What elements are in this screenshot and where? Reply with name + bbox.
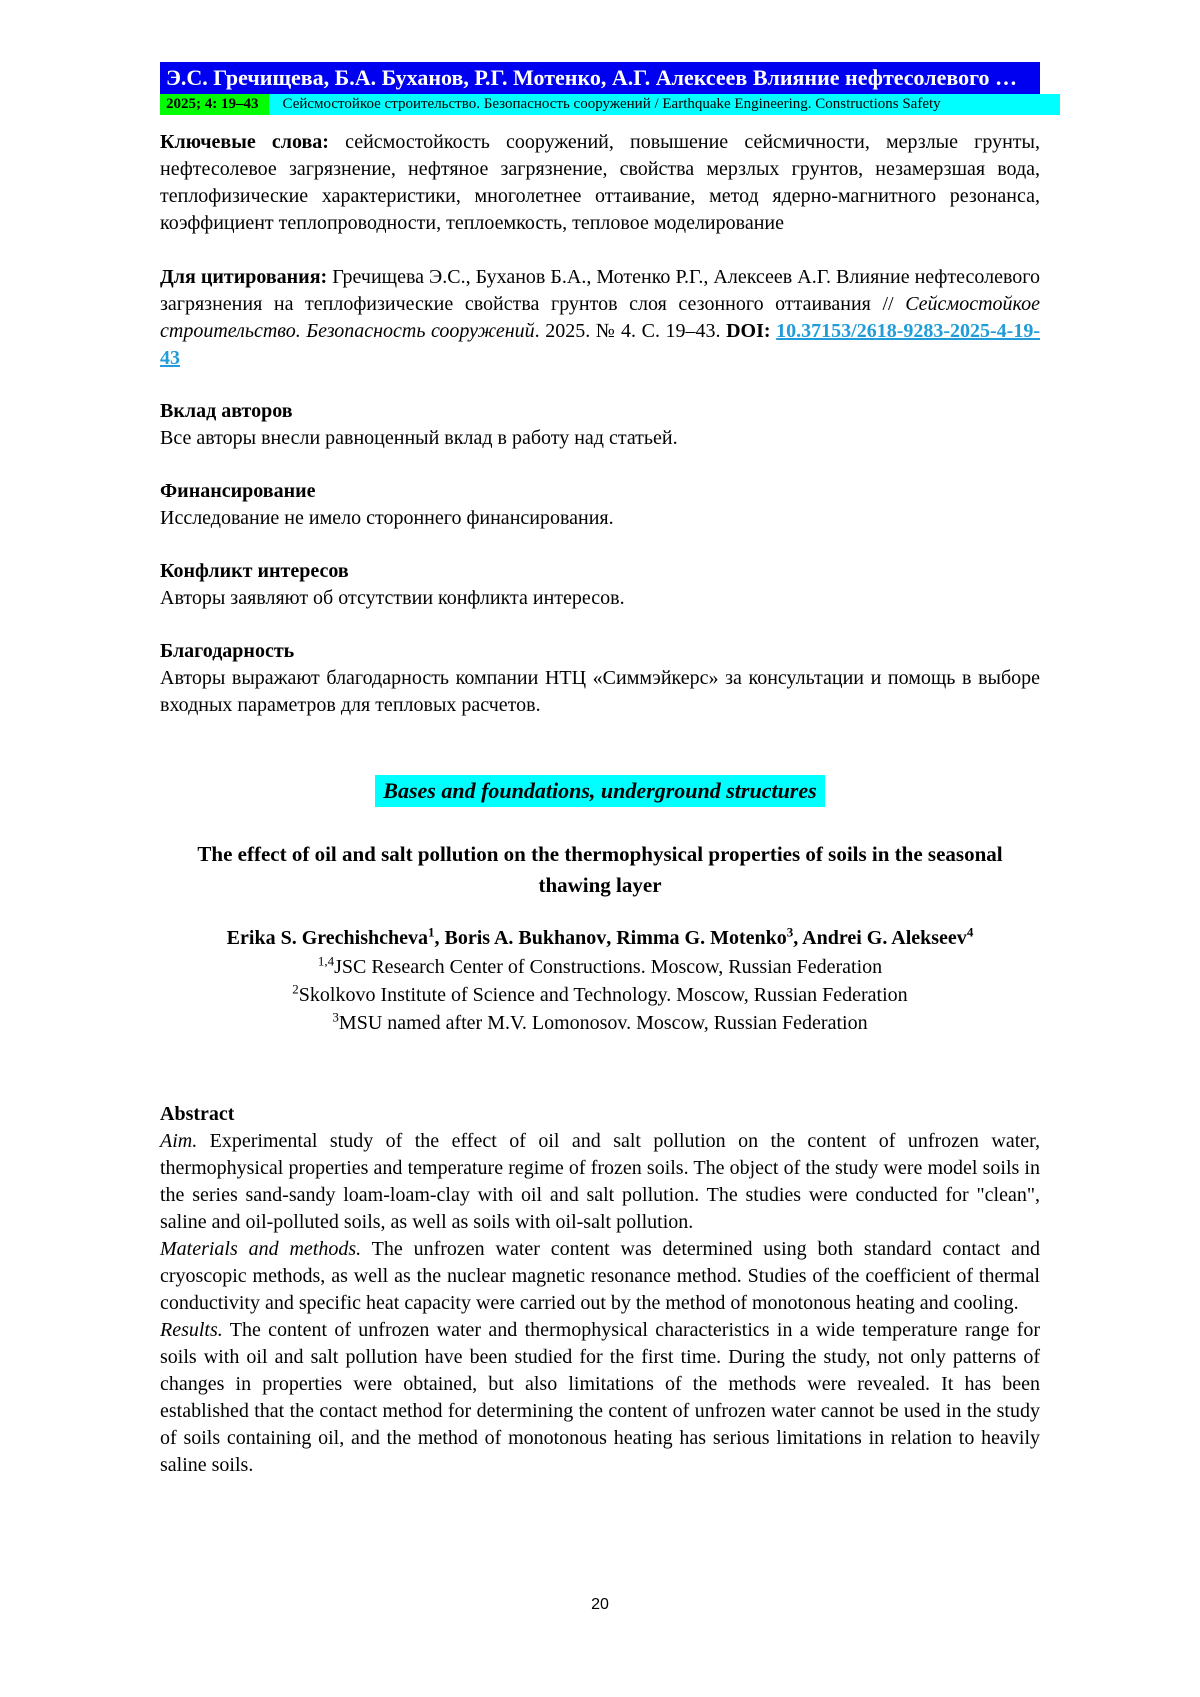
section-heading: Вклад авторов bbox=[160, 400, 293, 422]
section-acknowledgment bbox=[160, 638, 1040, 719]
author-name: Erika S. Grechishcheva bbox=[226, 927, 428, 949]
section-body: Авторы выражают благодарность компании НТЦ «Симмэйкерс» за консультации и помощь в выборе входных параметров для тепловых расчетов. bbox=[160, 667, 1040, 716]
citation-paragraph bbox=[160, 264, 1040, 372]
affiliation-line bbox=[160, 1009, 1040, 1037]
keywords-paragraph bbox=[160, 129, 1040, 237]
running-header bbox=[160, 62, 1040, 115]
citation-text-1: Гречищева Э.С., Буханов Б.А., Мотенко Р.Г., Алексеев А.Г. Влияние нефтесолевого загрязнения на теплофизические свойства грунтов слоя сезонного оттаивания // bbox=[160, 266, 1040, 315]
abstract-results-text: The content of unfrozen water and thermophysical characteristics in a wide temperature range for soils with oil and salt pollution have been studied for the first time. During the study, not only patterns of changes in properties were obtained, but also limitations of the methods were revealed. It has been established that the contact method for determining the content of unfrozen water cannot be used in the study of soils containing oil, and the method of monotonous heating has serious limitations in relation to heavily saline soils. bbox=[160, 1319, 1040, 1476]
author-affiliation-sup: 1 bbox=[427, 924, 435, 940]
author-affiliation-sup: 3 bbox=[786, 924, 794, 940]
section-body: Авторы заявляют об отсутствии конфликта интересов. bbox=[160, 587, 625, 609]
author-name: Boris A. Bukhanov bbox=[444, 927, 607, 949]
running-title: Э.С. Гречищева, Б.А. Буханов, Р.Г. Мотенко, А.Г. Алексеев Влияние нефтесолевого … bbox=[160, 62, 1040, 94]
rubric-banner: Bases and foundations, underground structures bbox=[375, 775, 824, 807]
page-number: 20 bbox=[591, 1596, 609, 1613]
abstract-methods-label: Materials and methods. bbox=[160, 1238, 362, 1260]
article-title-en: The effect of oil and salt pollution on the thermophysical properties of soils in the seasonal thawing layer bbox=[197, 842, 1003, 897]
author-name: Andrei G. Alekseev bbox=[802, 927, 967, 949]
affiliation-text: MSU named after M.V. Lomonosov. Moscow, Russian Federation bbox=[338, 1012, 868, 1034]
affiliation-sup: 2 bbox=[292, 981, 299, 997]
citation-label: Для цитирования: bbox=[160, 266, 328, 288]
abstract-aim-text: Experimental study of the effect of oil and salt pollution on the content of unfrozen water, thermophysical properties and temperature regime of frozen soils. The object of the study were model soils in the series sand-sandy loam-loam-clay with oil and salt pollution. The studies were conducted for "clean", saline and oil-polluted soils, as well as soils with oil-salt pollution. bbox=[160, 1130, 1040, 1233]
affiliation-sup: 3 bbox=[332, 1009, 339, 1025]
author-name: Rimma G. Motenko bbox=[616, 927, 787, 949]
section-heading: Благодарность bbox=[160, 640, 295, 662]
citation-journal-name: Сейсмостойкое строительство. Безопасность сооружений bbox=[160, 293, 1040, 342]
keywords-text: сейсмостойкость сооружений, повышение сейсмичности, мерзлые грунты, нефтесолевое загрязнение, нефтяное загрязнение, свойства мерзлых грунтов, незамерзшая вода, теплофизические характеристики, многолетнее оттаивание, метод ядерно-магнитного резонанса, коэффициент теплопроводности, теплоемкость, тепловое моделирование bbox=[160, 131, 1040, 234]
affiliation-line bbox=[160, 953, 1040, 981]
affiliation-text: Skolkovo Institute of Science and Technology. Moscow, Russian Federation bbox=[298, 984, 908, 1006]
abstract-results-paragraph bbox=[160, 1317, 1040, 1479]
section-heading: Конфликт интересов bbox=[160, 560, 349, 582]
abstract-results-label: Results. bbox=[160, 1319, 223, 1341]
journal-header-line bbox=[160, 94, 1060, 115]
issue-badge: 2025; 4: 19–43 bbox=[160, 94, 269, 115]
author-separator: , bbox=[606, 927, 617, 949]
affiliation-sup: 1,4 bbox=[317, 953, 335, 969]
page-content bbox=[160, 62, 1040, 1479]
author-affiliation-sup: 4 bbox=[966, 924, 974, 940]
author-separator: , bbox=[434, 927, 445, 949]
keywords-label: Ключевые слова: bbox=[160, 131, 329, 153]
doi-label: DOI: bbox=[726, 320, 771, 342]
rubric-banner-row bbox=[160, 775, 1040, 807]
abstract-methods-text: The unfrozen water content was determined using both standard contact and cryoscopic methods, as well as the nuclear magnetic resonance method. Studies of the coefficient of thermal conductivity and specific heat capacity were carried out by the method of monotonous heating and cooling. bbox=[160, 1238, 1040, 1314]
section-funding bbox=[160, 478, 1040, 532]
abstract-aim-label: Aim. bbox=[160, 1130, 198, 1152]
section-author-contribution bbox=[160, 398, 1040, 452]
section-heading: Финансирование bbox=[160, 480, 316, 502]
section-conflict-of-interest bbox=[160, 558, 1040, 612]
abstract-methods-paragraph bbox=[160, 1236, 1040, 1317]
section-body: Все авторы внесли равноценный вклад в работу над статьей. bbox=[160, 427, 678, 449]
author-separator: , bbox=[793, 927, 803, 949]
abstract-aim-paragraph bbox=[160, 1128, 1040, 1236]
citation-text-2: . 2025. № 4. С. 19–43. bbox=[534, 320, 727, 342]
affiliation-text: JSC Research Center of Constructions. Moscow, Russian Federation bbox=[334, 956, 883, 978]
journal-name: Сейсмостойкое строительство. Безопасность сооружений / Earthquake Engineering. Constructions Safety bbox=[269, 94, 1061, 115]
doi-link[interactable]: 10.37153/2618-9283-2025-4-19-43 bbox=[160, 320, 1040, 369]
abstract-heading: Abstract bbox=[160, 1103, 235, 1125]
section-body: Исследование не имело стороннего финансирования. bbox=[160, 507, 614, 529]
affiliation-line bbox=[160, 981, 1040, 1009]
authors-line bbox=[160, 923, 1040, 953]
